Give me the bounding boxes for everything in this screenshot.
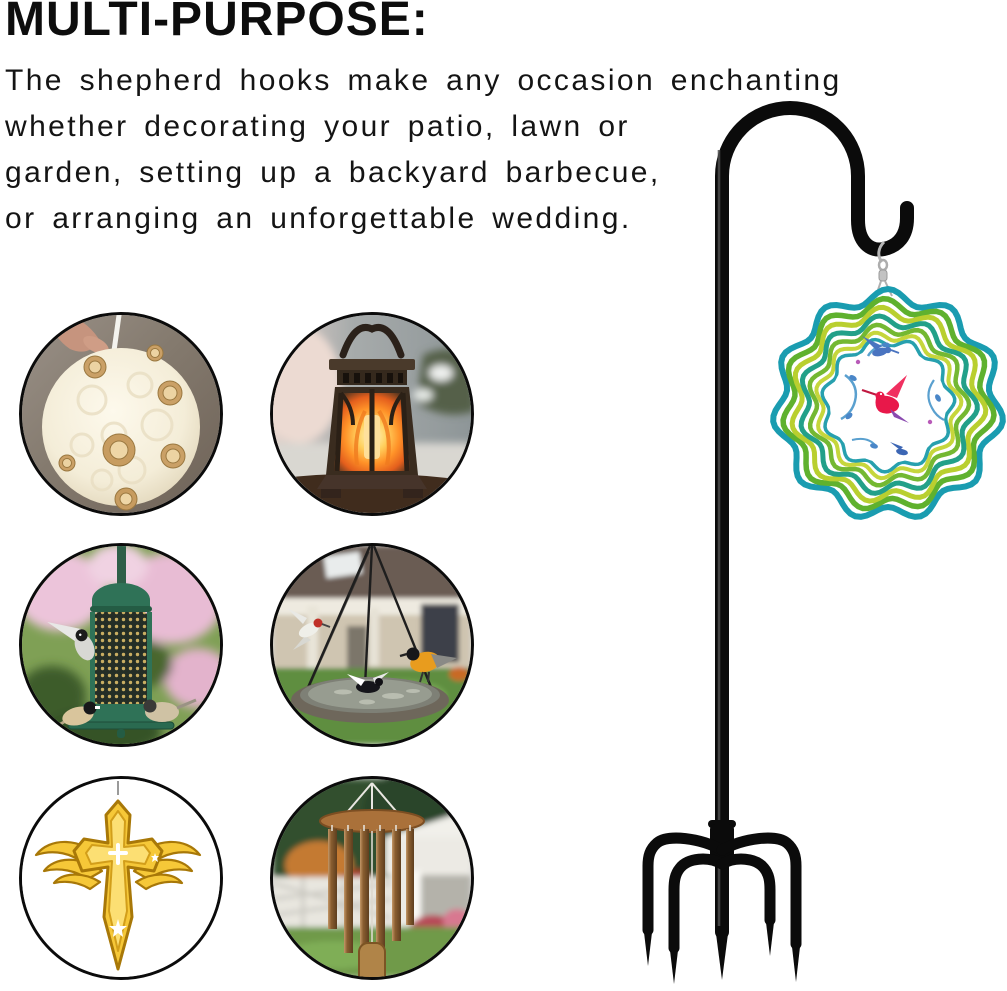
pole-spike	[715, 926, 729, 980]
page-title: MULTI-PURPOSE:	[5, 0, 429, 46]
description-line-1: The shepherd hooks make any occasion enchanting	[5, 64, 842, 97]
description-line-3: garden, setting up a backyard barbecue,	[5, 156, 661, 189]
wind-spinner	[773, 289, 1003, 517]
description-line-4: or arranging an unforgettable wedding.	[5, 202, 632, 235]
shepherd-hook	[643, 108, 907, 984]
description-line-2: whether decorating your patio, lawn or	[5, 110, 630, 143]
hook-pole	[722, 108, 907, 932]
